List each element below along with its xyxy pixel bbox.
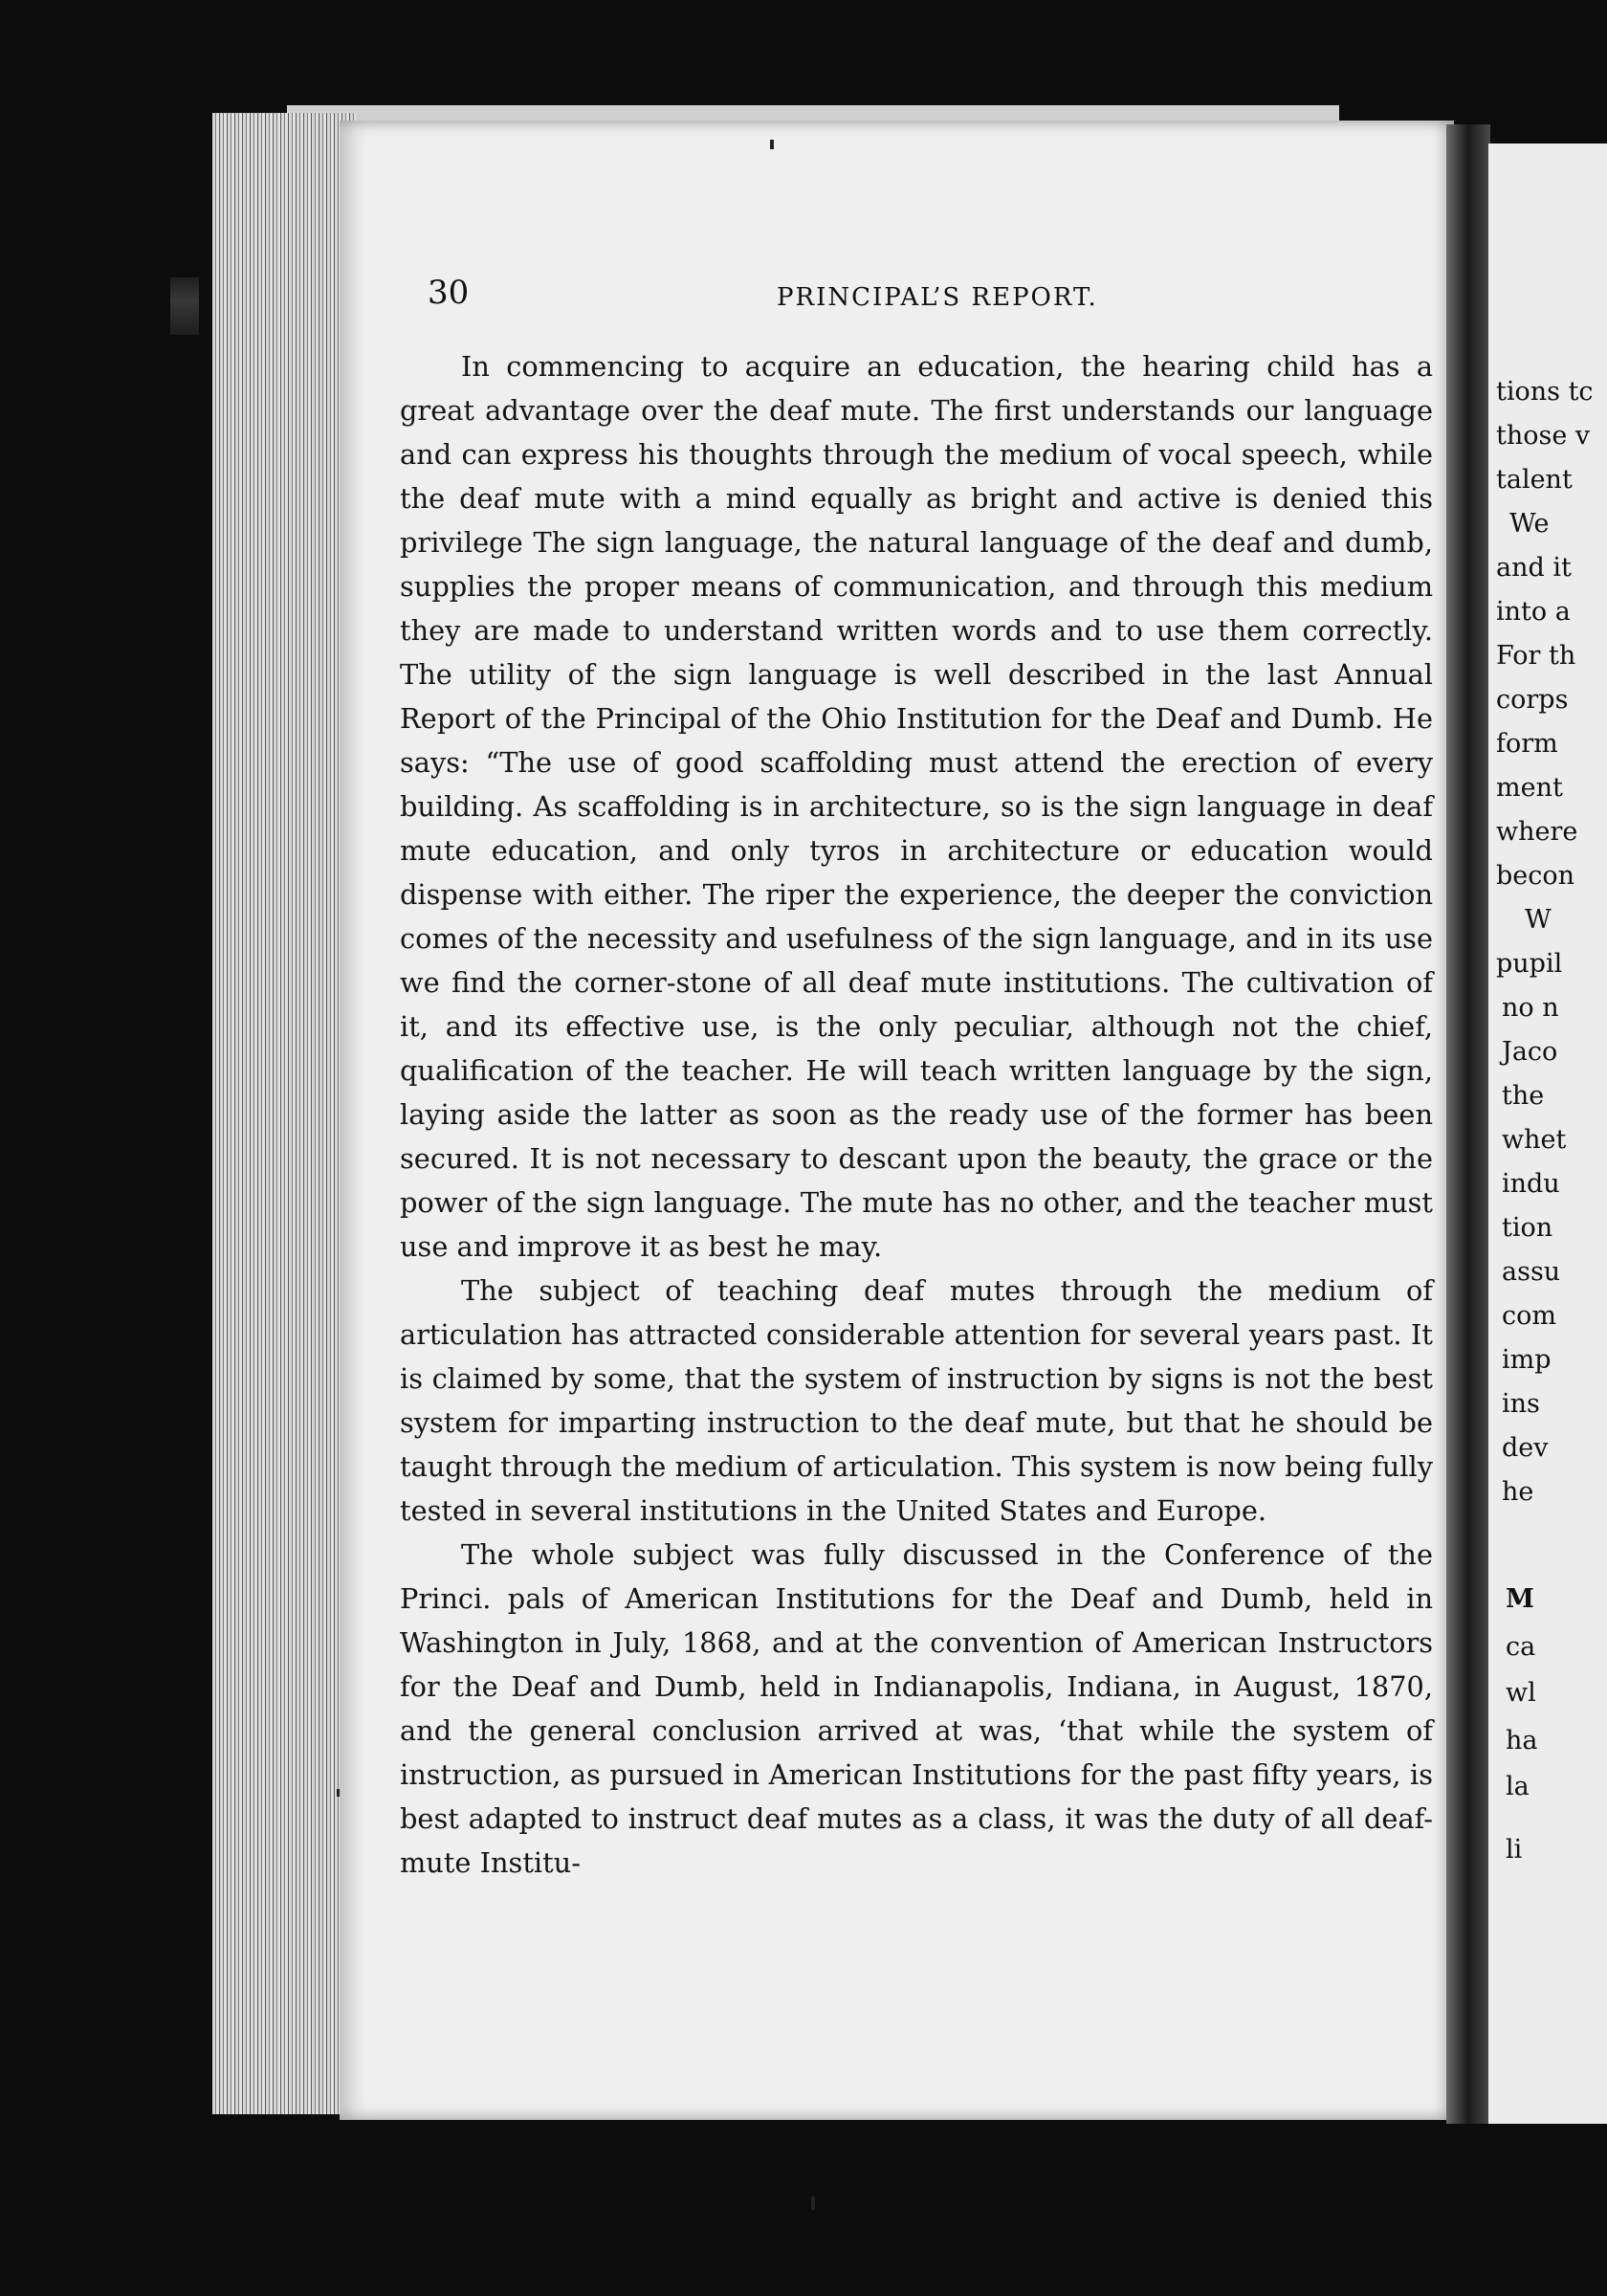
facing-line: form — [1496, 729, 1558, 759]
facing-line: and it — [1496, 553, 1572, 583]
facing-line: Jaco — [1502, 1037, 1558, 1067]
facing-line: dev — [1502, 1433, 1549, 1463]
facing-line: he — [1502, 1477, 1534, 1507]
ink-speck — [337, 1789, 340, 1797]
facing-line: li — [1506, 1835, 1523, 1865]
facing-line: imp — [1502, 1345, 1552, 1375]
stacked-page-edges — [212, 113, 356, 2114]
facing-line: the — [1502, 1081, 1545, 1111]
facing-line: ment — [1496, 773, 1563, 803]
facing-line: For th — [1496, 641, 1576, 671]
paragraph-3: The whole subject was fully discussed in the Conference of the Princi. pals of American Institutions for the Deaf and Dumb, held in Washington in July, 1868, and at the convention of American Instructors for the Deaf and Dumb, held in Indianapolis, Indiana, in August, 1870, and the general conclusion arrived at was, ‘that while the system of instruction, as pursued in American Institutions for the past fifty years, is best adapted to instruct deaf mutes as a class, it was the duty of all deaf-mute Institu- — [400, 1538, 1433, 1879]
facing-line: com — [1502, 1301, 1556, 1331]
facing-line: talent — [1496, 465, 1573, 495]
paragraph-1: In commencing to acquire an education, the hearing child has a great advantage over the deaf mute. The first understands our language and can express his thoughts through the medium of vocal speech, while the deaf mute with a mind equally as bright and active is denied this privilege The sign language, the natural language of the deaf and dumb, supplies the proper means of communication, and through this medium they are made to understand written words and to use them correctly. The utility of the sign language is well described in the last Annual Report of the Principal of the Ohio Institution for the Deaf and Dumb. He says: “The use of good scaffolding must attend the erection of every building. As scaffolding is in architecture, so is the sign language in deaf mute education, and only tyros in architecture or education would dispense with either. The riper the experience, the deeper the conviction comes of the necessity and usefulness of the sign language, and in its use we find the corner-stone of all deaf mute institutions. The cultivation of it, and its effective use, is the only peculiar, although not the chief, qualification of the teacher. He will teach written language by the sign, laying aside the latter as soon as the ready use of the former has been secured. It is not necessary to descant upon the beauty, the grace or the power of the sign language. The mute has no other, and the teacher must use and improve it as best he may. — [400, 350, 1433, 1263]
facing-line: whet — [1502, 1125, 1567, 1155]
facing-line: those v — [1496, 421, 1591, 451]
facing-line: no n — [1502, 993, 1559, 1023]
ink-speck — [811, 2197, 815, 2210]
facing-line: M — [1506, 1584, 1534, 1614]
running-head: PRINCIPAL’S REPORT. — [777, 283, 1098, 312]
facing-line: into a — [1496, 597, 1571, 627]
facing-line: indu — [1502, 1169, 1560, 1199]
facing-line: corps — [1496, 685, 1569, 715]
page-number: 30 — [428, 274, 470, 312]
body-text — [400, 344, 1433, 1885]
facing-line: ins — [1502, 1389, 1540, 1419]
facing-line: ha — [1506, 1726, 1538, 1755]
facing-line: assu — [1502, 1257, 1561, 1287]
facing-line: la — [1506, 1772, 1530, 1801]
facing-line: tion — [1502, 1213, 1553, 1243]
facing-line: ca — [1506, 1632, 1536, 1662]
facing-page-fragment — [1488, 144, 1607, 2124]
facing-line: W — [1525, 905, 1552, 935]
facing-line: becon — [1496, 861, 1575, 891]
facing-line: where — [1496, 817, 1578, 847]
facing-line: pupil — [1496, 949, 1563, 979]
ink-speck — [770, 140, 774, 149]
book-gutter — [1446, 124, 1490, 2124]
binding-shadow — [170, 277, 199, 335]
facing-line: We — [1509, 509, 1550, 539]
facing-line: wl — [1506, 1678, 1536, 1708]
paragraph-2: The subject of teaching deaf mutes through the medium of articulation has attracted considerable attention for several years past. It is claimed by some, that the system of instruction by signs is not the best system for imparting instruction to the deaf mute, but that he should be taught through the medium of articulation. This system is now being fully tested in several institutions in the United States and Europe. — [400, 1274, 1433, 1527]
facing-line: tions tc — [1496, 377, 1594, 407]
